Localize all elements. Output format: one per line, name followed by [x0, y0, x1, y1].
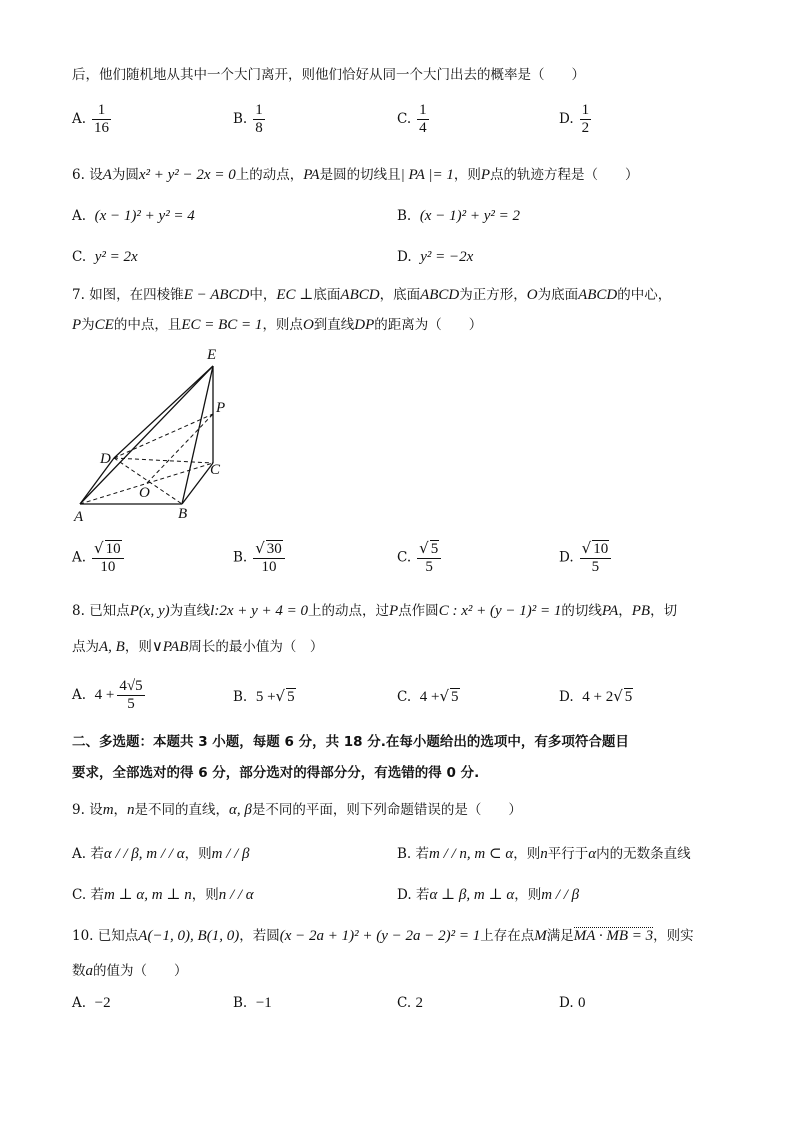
label-c: C: [210, 462, 221, 478]
q5-a-fraction: $\frac{1}{16}$: [94, 102, 110, 136]
q5-c-fraction: $\frac{1}{4}$: [419, 102, 427, 136]
q6-option-a[interactable]: A. (x − 1)² + y² = 4: [72, 208, 195, 224]
q7-stem-line1: 7. 如图，在四棱锥E − ABCD中，EC ⊥底面ABCD，底面ABCD为正方形，O为底面ABCD的中心，: [72, 287, 672, 303]
label-d: D: [100, 451, 111, 467]
q8-a-fraction: $\frac{4√5}{5}$: [119, 678, 143, 712]
section2-heading-line2: 要求，全部选对的得 6 分，部分选对的得部分分，有选错的得 0 分.: [72, 765, 480, 781]
q6-stem: 6. 设A为圆x² + y² − 2x = 0上的动点，PA是圆的切线且| PA |= 1，则P点的轨迹方程是（ ）: [72, 167, 639, 183]
q9-option-b[interactable]: B. 若m / / n, m ⊂ α，则n平行于α内的无数条直线: [397, 846, 691, 862]
q9-option-d[interactable]: D. 若α ⊥ β, m ⊥ α，则m / / β: [397, 887, 580, 903]
q8-option-a[interactable]: A. 4 + $\frac{4√5}{5}$: [72, 678, 143, 712]
pyramid-figure: [70, 342, 240, 527]
label-p: P: [216, 400, 226, 416]
q6-option-d[interactable]: D. y² = −2x: [397, 249, 474, 265]
label-a: A: [74, 509, 84, 525]
q5-option-d[interactable]: D. $\frac{1}{2}$: [559, 102, 590, 136]
q7-a-fraction: $\frac{√ 10}{10}$: [92, 540, 124, 576]
q10-option-c[interactable]: C. 2: [397, 995, 423, 1011]
label-e: E: [207, 347, 217, 363]
q8-stem-line1: 8. 已知点P(x, y)为直线l:2x + y + 4 = 0上的动点，过P点作圆C : x² + (y − 1)² = 1的切线PA，PB，切: [72, 603, 678, 619]
q6-option-c[interactable]: C. y² = 2x: [72, 249, 138, 265]
q9-option-c[interactable]: C. 若m ⊥ α, m ⊥ n，则n / / α: [72, 887, 254, 903]
q7-c-fraction: $\frac{√ 5}{5}$: [417, 540, 441, 576]
q8-option-b[interactable]: B. 5 +√ 5: [233, 687, 295, 705]
q5-stem: 后，他们随机地从其中一个大门离开，则他们恰好从同一个大门出去的概率是（ ）: [72, 67, 585, 83]
q8-option-c[interactable]: C. 4 +√ 5: [397, 687, 459, 705]
q5-option-a[interactable]: A. $\frac{1}{16}$: [72, 102, 110, 136]
q10-stem-line2: 数a的值为（ ）: [72, 963, 188, 979]
q8-stem-line2: 点为A, B，则∨PAB周长的最小值为（ ）: [72, 639, 324, 655]
q10-option-a[interactable]: A. −2: [72, 995, 111, 1011]
label-b: B: [178, 506, 188, 522]
q6-option-b[interactable]: B. (x − 1)² + y² = 2: [397, 208, 520, 224]
q5-d-fraction: $\frac{1}{2}$: [581, 102, 590, 136]
edge-de: [114, 366, 213, 458]
q7-option-c[interactable]: C. $\frac{√ 5}{5}$: [397, 540, 441, 576]
q7-d-fraction: $\frac{√ 10}{5}$: [580, 540, 612, 576]
q8-option-d[interactable]: D. 4 + 2√ 5: [559, 687, 633, 705]
q5-option-c[interactable]: C. $\frac{1}{4}$: [397, 102, 427, 136]
q9-option-a[interactable]: A. 若α / / β, m / / α，则m / / β: [72, 846, 250, 862]
q9-stem: 9. 设m，n是不同的直线，α, β是不同的平面，则下列命题错误的是（ ）: [72, 802, 522, 818]
q7-option-a[interactable]: A. $\frac{√ 10}{10}$: [72, 540, 124, 576]
q7-b-fraction: $\frac{√ 30}{10}$: [253, 540, 285, 576]
q5-b-fraction: $\frac{1}{8}$: [255, 102, 263, 136]
section2-heading-line1: 二、多选题：本题共 3 小题，每题 6 分，共 18 分.在每小题给出的选项中，有多项符合题目: [72, 734, 629, 750]
q10-option-d[interactable]: D. 0: [559, 995, 586, 1011]
label-o: O: [139, 485, 150, 501]
q10-option-b[interactable]: B. −1: [233, 995, 272, 1011]
seg-dp-hidden: [114, 414, 213, 458]
q10-stem-line1: 10. 已知点A(−1, 0), B(1, 0)，若圆(x − 2a + 1)² + (y − 2a − 2)² = 1上存在点M满足MA · MB = 3，则实: [72, 928, 694, 944]
q5-option-b[interactable]: B. $\frac{1}{8}$: [233, 102, 263, 136]
q7-option-d[interactable]: D. $\frac{√ 10}{5}$: [559, 540, 611, 576]
q7-stem-line2: P为CE的中点，且EC = BC = 1，则点O到直线DP的距离为（ ）: [72, 317, 483, 333]
edge-dc-hidden: [114, 458, 213, 463]
q7-option-b[interactable]: B. $\frac{√ 30}{10}$: [233, 540, 285, 576]
